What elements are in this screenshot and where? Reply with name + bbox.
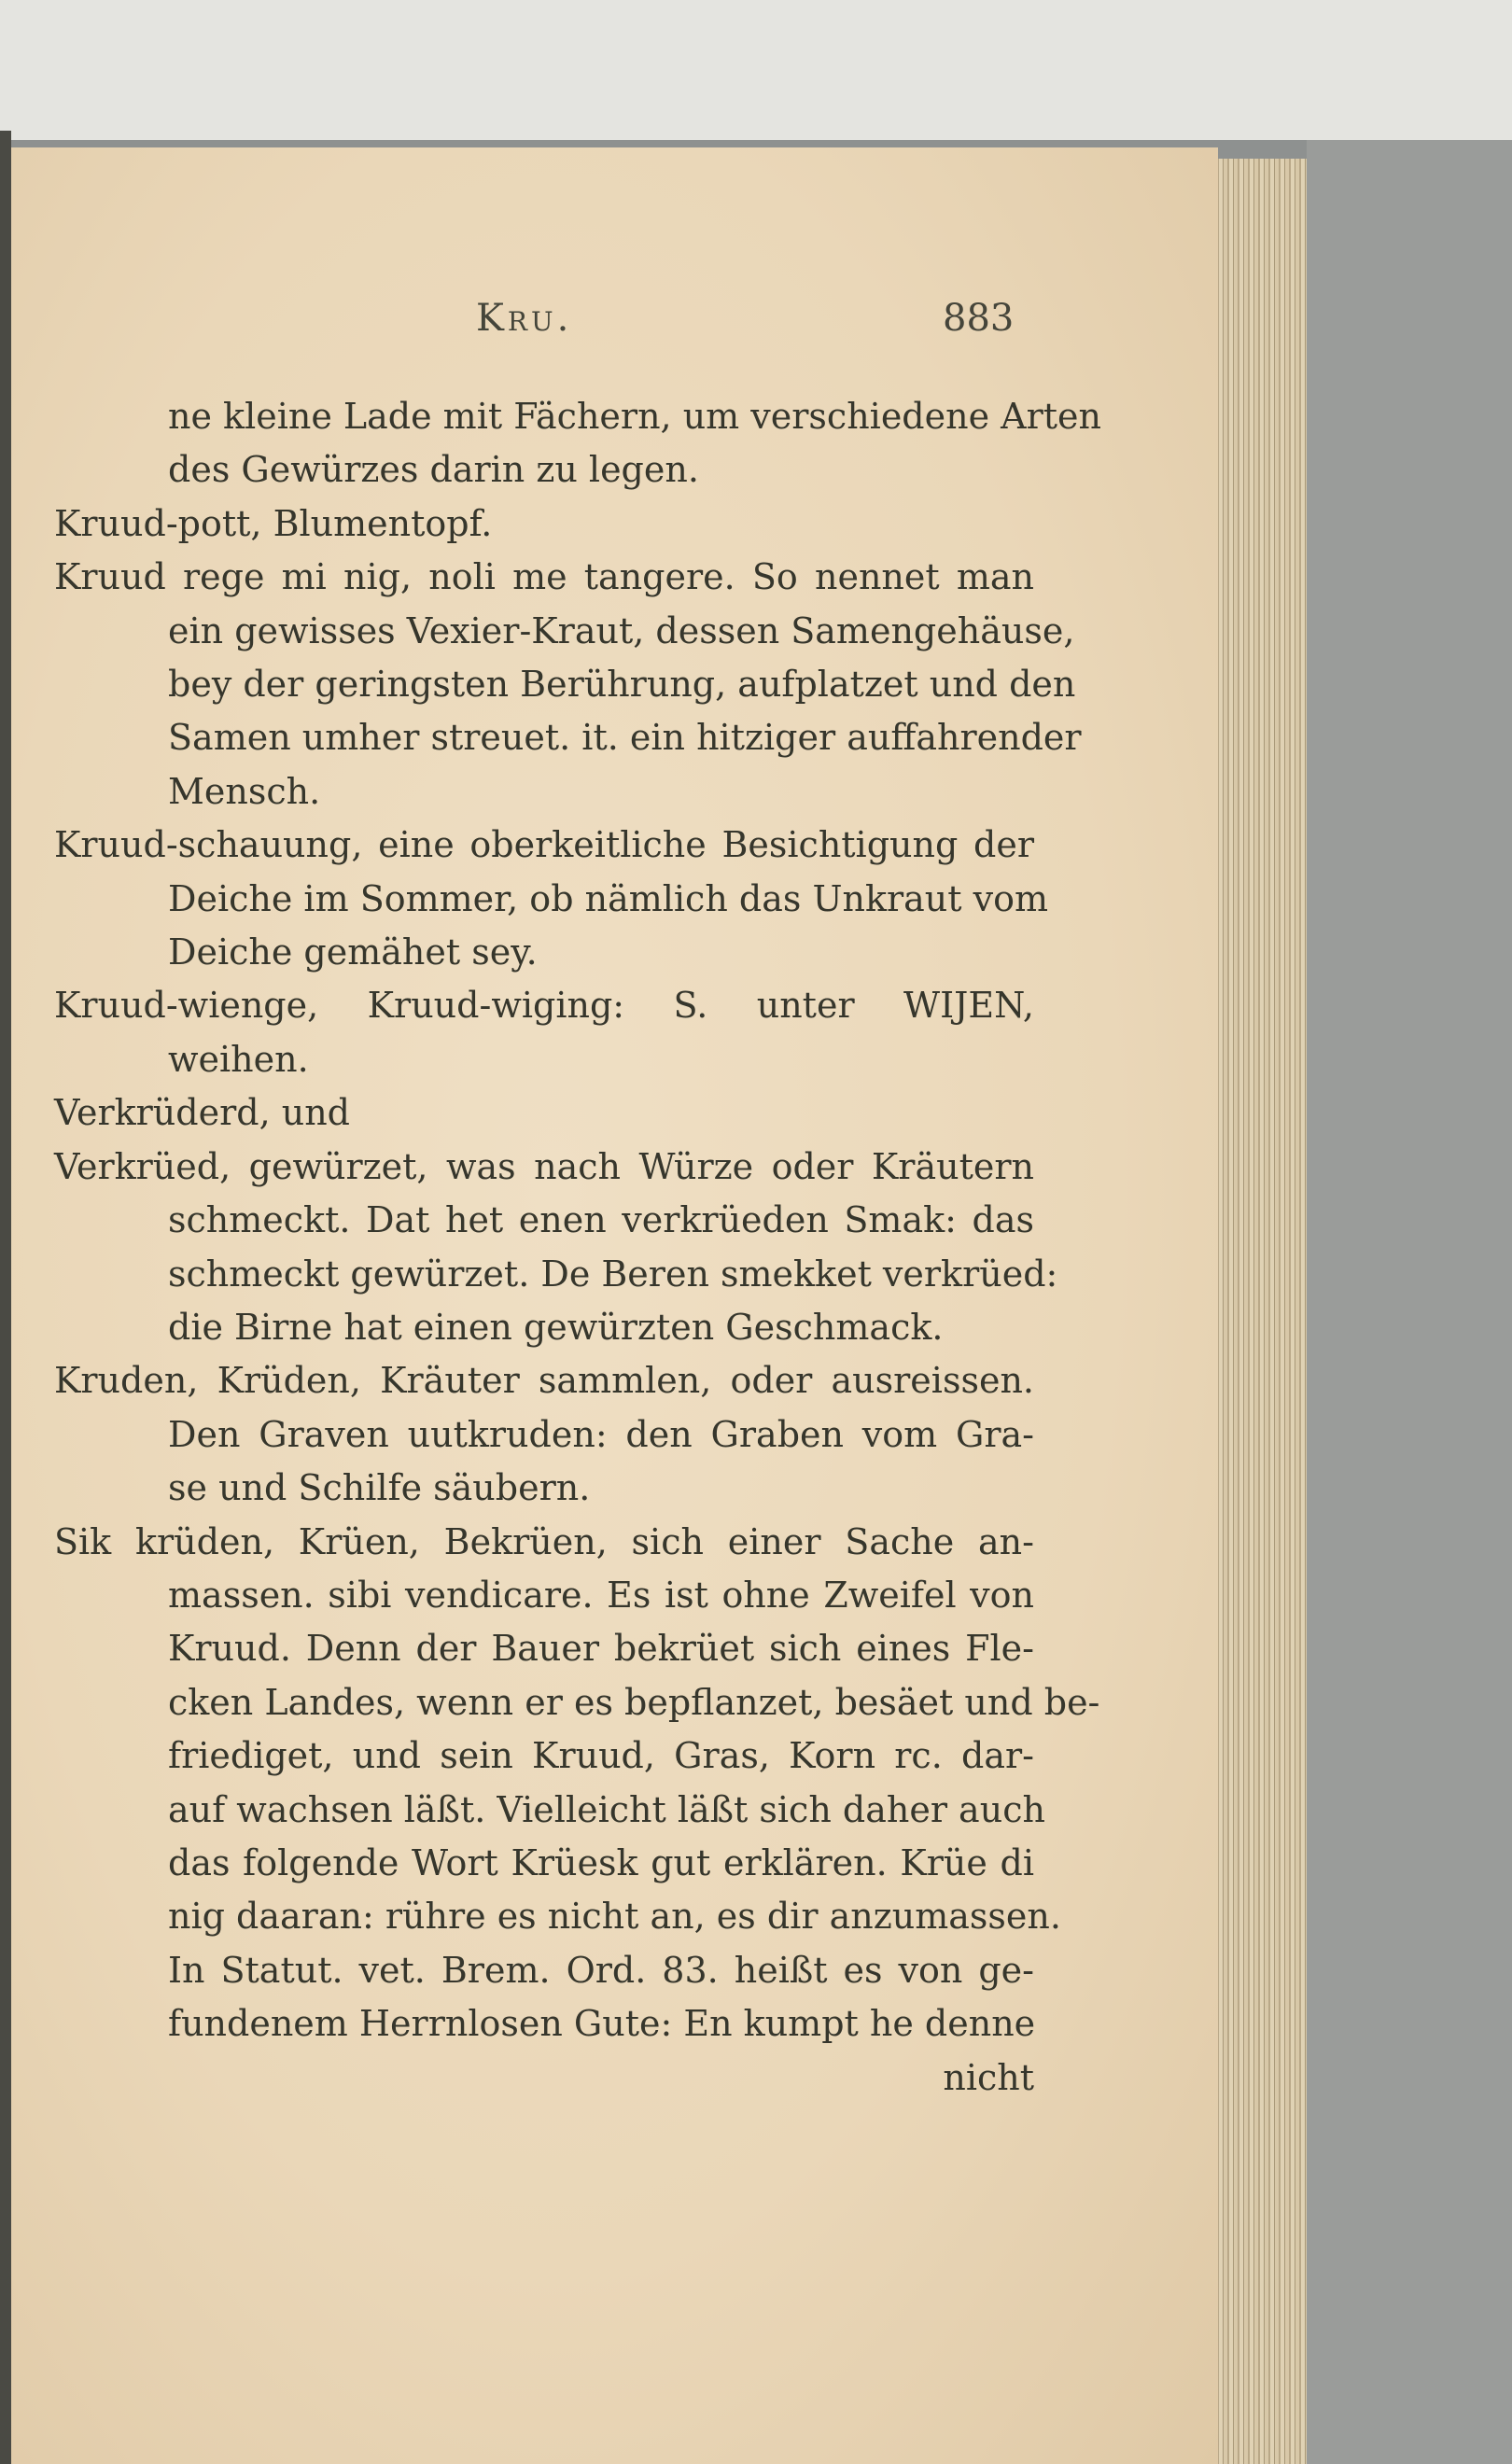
text-line: Kruud rege mi nig, noli me tangere. So nennet man [54, 556, 1034, 598]
text-line: Mensch. [168, 770, 321, 812]
text-line: nicht [943, 2056, 1034, 2098]
text-line: das folgende Wort Krüesk gut erklären. Krüe di [168, 1841, 1034, 1883]
text-line: Kruud-wienge, Kruud-wiging: S. unter WIJEN, [54, 985, 1034, 1027]
text-line: schmeckt. Dat het enen verkrüeden Smak: das [168, 1199, 1034, 1241]
dictionary-entry [54, 1516, 1100, 2105]
page-number: 883 [943, 297, 1015, 340]
text-line: Kruden, Krüden, Kräuter sammlen, oder ausreissen. [54, 1360, 1034, 1402]
book-page-edges [1213, 159, 1307, 2464]
scan-background-right [1307, 140, 1512, 2464]
text-line: Deiche gemähet sey. [168, 931, 538, 973]
dictionary-entry [54, 390, 1102, 497]
text-line: nig daaran: rühre es nicht an, es dir anzumassen. [168, 1896, 1061, 1938]
text-line: Verkrüed, gewürzet, was nach Würze oder Kräutern [54, 1145, 1034, 1187]
text-line: Deiche im Sommer, ob nämlich das Unkraut vom [168, 877, 1049, 919]
text-line: ein gewisses Vexier-Kraut, dessen Samengehäuse, [168, 609, 1075, 651]
running-header [9, 297, 1218, 353]
text-line: friediget, und sein Kruud, Gras, Korn rc. dar- [168, 1735, 1034, 1777]
running-title: Kru. [476, 297, 573, 340]
dictionary-entry [54, 819, 1049, 979]
text-line: Kruud-pott, Blumentopf. [54, 502, 493, 544]
text-line: Den Graven uutkruden: den Graben vom Gra- [168, 1413, 1034, 1455]
dictionary-entry [54, 1086, 1034, 1140]
text-line: massen. sibi vendicare. Es ist ohne Zweifel von [168, 1574, 1034, 1616]
text-line: auf wachsen läßt. Vielleicht läßt sich daher auch [168, 1788, 1045, 1830]
dictionary-entry [54, 1141, 1058, 1355]
text-line: ne kleine Lade mit Fächern, um verschiedene Arten [168, 396, 1102, 437]
text-line: Kruud-schauung, eine oberkeitliche Besichtigung der [54, 824, 1034, 866]
text-line: weihen. [168, 1038, 309, 1080]
dictionary-entry [54, 979, 1034, 1086]
text-line: schmeckt gewürzet. De Beren smekket verkrüed: [168, 1253, 1058, 1295]
text-line: des Gewürzes darin zu legen. [168, 449, 699, 491]
text-line: bey der geringsten Berührung, aufplatzet und den [168, 664, 1076, 706]
text-line: Samen umher streuet. it. ein hitziger auffahrender [168, 717, 1082, 759]
text-line: fundenem Herrnlosen Gute: En kumpt he denne [168, 2003, 1036, 2045]
dictionary-entry [54, 497, 1034, 551]
dictionary-entry [54, 551, 1082, 819]
text-line: Verkrüderd, und [54, 1092, 351, 1134]
dictionary-text [54, 390, 1102, 2105]
dictionary-entry [54, 1354, 1034, 1515]
text-line: In Statut. vet. Brem. Ord. 83. heißt es von ge- [168, 1949, 1034, 1991]
text-line: cken Landes, wenn er es bepflanzet, besäet und be- [168, 1681, 1100, 1723]
text-line: Sik krüden, Krüen, Bekrüen, sich einer Sache an- [54, 1520, 1034, 1562]
text-line: se und Schilfe säubern. [168, 1467, 591, 1509]
scan-background-top [0, 0, 1512, 140]
book-cover-edge [0, 131, 11, 2464]
text-line: Kruud. Denn der Bauer bekrüet sich eines Fle- [168, 1628, 1034, 1670]
text-line: die Birne hat einen gewürzten Geschmack. [168, 1306, 944, 1348]
